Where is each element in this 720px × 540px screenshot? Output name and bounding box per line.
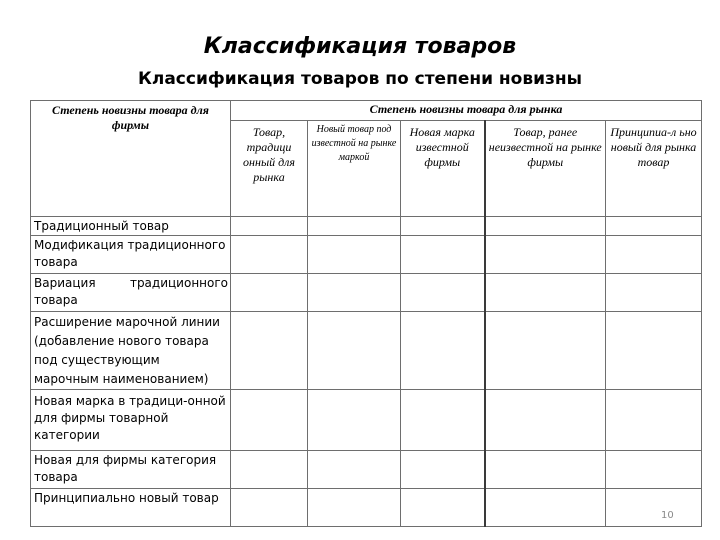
table-cell [231,390,308,451]
table-cell [401,217,485,236]
table-row [31,236,702,274]
table-cell [231,312,308,390]
column-unknown-firm-product: Товар, ранее неизвестной на рынке фирмы [485,121,606,217]
table-cell [231,217,308,236]
table-row [31,274,702,312]
novelty-classification-table [30,100,702,527]
table-cell [485,489,606,527]
table-cell [485,390,606,451]
table-cell [606,390,702,451]
table-cell [485,274,606,312]
table-cell [231,489,308,527]
table-cell [308,236,401,274]
table-cell [485,236,606,274]
row-label: Принципиально новый товар [31,489,231,527]
column-new-brand-known-firm: Новая марка известной фирмы [401,121,485,217]
row-label: Расширение марочной линии (добавление нового товара под существующим марочным наименованием) [31,312,231,390]
row-label: Новая марка в традици-онной для фирмы товарной категории [31,390,231,451]
table-cell [308,390,401,451]
column-traditional-product: Товар, традици онный для рынка [231,121,308,217]
slide-title: Классификация товаров [203,34,517,59]
table-cell [606,236,702,274]
table-cell [308,217,401,236]
table-cell [606,489,702,527]
row-label: Традиционный товар [31,217,231,236]
table-cell [485,312,606,390]
table-cell [401,236,485,274]
table-row [31,489,702,527]
table-row [31,312,702,390]
table-cell [606,274,702,312]
header-firm-novelty: Степень новизны товара для фирмы [31,101,231,217]
table-cell [231,236,308,274]
column-new-product-known-brand: Новый товар под известной на рынке маркой [308,121,401,217]
row-label: Модификация традиционного товара [31,236,231,274]
table-cell [308,312,401,390]
table-cell [606,312,702,390]
header-market-novelty: Степень новизны товара для рынка [231,101,702,121]
column-fundamentally-new: Принципиа-л ьно новый для рынка товар [606,121,702,217]
table-cell [401,451,485,489]
table-cell [606,451,702,489]
table-cell [485,217,606,236]
row-label: Вариация традиционного товара [31,274,231,312]
table-cell [308,489,401,527]
table-cell [231,274,308,312]
table-row [31,217,702,236]
slide-subtitle: Классификация товаров по степени новизны [137,69,583,89]
page-number: 10 [661,510,674,521]
table-cell [401,312,485,390]
table-cell [606,217,702,236]
table-cell [401,390,485,451]
row-label: Новая для фирмы категория товара [31,451,231,489]
table-cell [401,274,485,312]
table-cell [231,451,308,489]
table-cell [308,274,401,312]
table-row [31,451,702,489]
table-cell [401,489,485,527]
table-cell [485,451,606,489]
table-cell [308,451,401,489]
table-row [31,390,702,451]
